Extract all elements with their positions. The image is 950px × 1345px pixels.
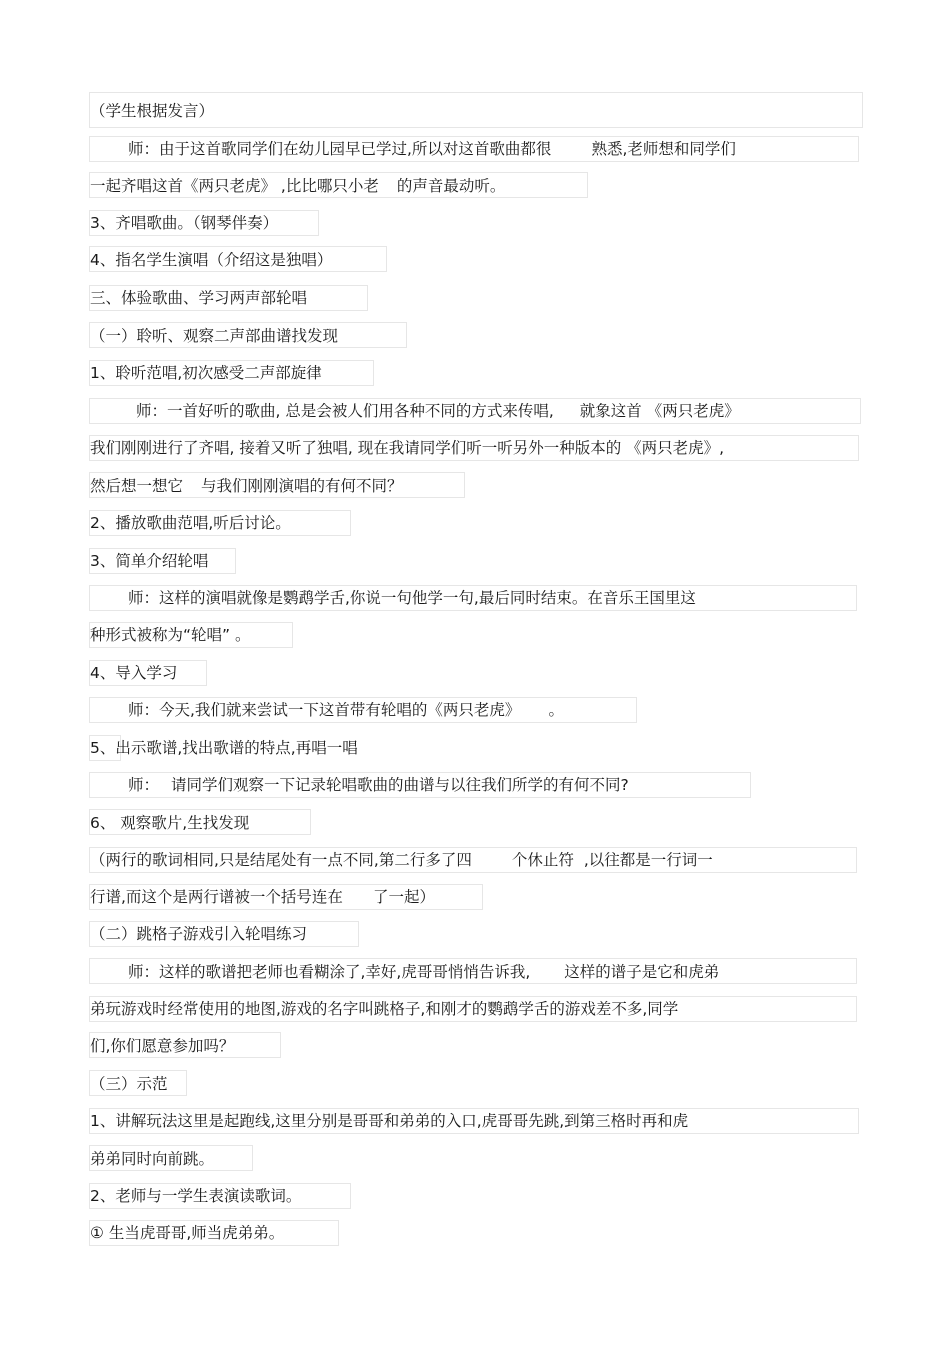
paragraph-line: 1、聆听范唱,初次感受二声部旋律 [90, 364, 322, 382]
paragraph-line: 2、老师与一学生表演读歌词。 [90, 1187, 302, 1205]
paragraph-line: 3、齐唱歌曲。（钢琴伴奏） [90, 214, 279, 232]
paragraph-line: （学生根据发言） [90, 102, 215, 120]
paragraph-line: 弟玩游戏时经常使用的地图,游戏的名字叫跳格子,和刚才的鹦鹉学舌的游戏差不多,同学 [90, 1000, 679, 1018]
paragraph-line: 然后想一想它 与我们刚刚演唱的有何不同？ [90, 477, 403, 495]
paragraph-line: 师：由于这首歌同学们在幼儿园早已学过,所以对这首歌曲都很 熟悉,老师想和同学们 [128, 140, 736, 158]
subsection-heading: （三）示范 [90, 1075, 168, 1093]
paragraph-line: 我们刚刚进行了齐唱, 接着又听了独唱, 现在我请同学们听一听另外一种版本的 《两只老虎》, [90, 439, 725, 457]
paragraph-line: 师：这样的歌谱把老师也看糊涂了,幸好,虎哥哥悄悄告诉我, 这样的谱子是它和虎弟 [128, 963, 720, 981]
paragraph-line: 种形式被称为“轮唱” 。 [90, 626, 251, 644]
paragraph-line: 1、讲解玩法这里是起跑线,这里分别是哥哥和弟弟的入口,虎哥哥先跳,到第三格时再和虎 [90, 1112, 689, 1130]
paragraph-line: ① 生当虎哥哥,师当虎弟弟。 [90, 1224, 285, 1242]
paragraph-line: 行谱,而这个是两行谱被一个括号连在 了一起） [90, 888, 435, 906]
subsection-heading: （一）聆听、观察二声部曲谱找发现 [90, 327, 339, 345]
paragraph-line: （两行的歌词相同,只是结尾处有一点不同,第二行多了四 个休止符 ,以往都是一行词一 [90, 851, 713, 869]
paragraph-line: 2、播放歌曲范唱,听后讨论。 [90, 514, 291, 532]
subsection-heading: （二）跳格子游戏引入轮唱练习 [90, 925, 308, 943]
paragraph-line: 弟弟同时向前跳。 [90, 1150, 215, 1168]
paragraph-line: 6、 观察歌片,生找发现 [90, 814, 250, 832]
paragraph-line: 5、出示歌谱,找出歌谱的特点,再唱一唱 [90, 739, 358, 757]
paragraph-line: 师：这样的演唱就像是鹦鹉学舌,你说一句他学一句,最后同时结束。在音乐王国里这 [128, 589, 696, 607]
paragraph-line: 4、指名学生演唱（介绍这是独唱） [90, 251, 333, 269]
paragraph-line: 师：今天,我们就来尝试一下这首带有轮唱的《两只老虎》 。 [128, 701, 564, 719]
paragraph-line: 一起齐唱这首《两只老虎》 ,比比哪只小老 的声音最动听。 [90, 177, 506, 195]
paragraph-line: 师： 请同学们观察一下记录轮唱歌曲的曲谱与以往我们所学的有何不同? [128, 776, 629, 794]
paragraph-line: 师：一首好听的歌曲, 总是会被人们用各种不同的方式来传唱, 就象这首 《两只老虎》 [136, 402, 740, 420]
section-heading: 三、体验歌曲、学习两声部轮唱 [90, 289, 308, 307]
paragraph-line: 3、简单介绍轮唱 [90, 552, 209, 570]
paragraph-line: 4、导入学习 [90, 664, 178, 682]
paragraph-line: 们,你们愿意参加吗？ [90, 1037, 235, 1055]
